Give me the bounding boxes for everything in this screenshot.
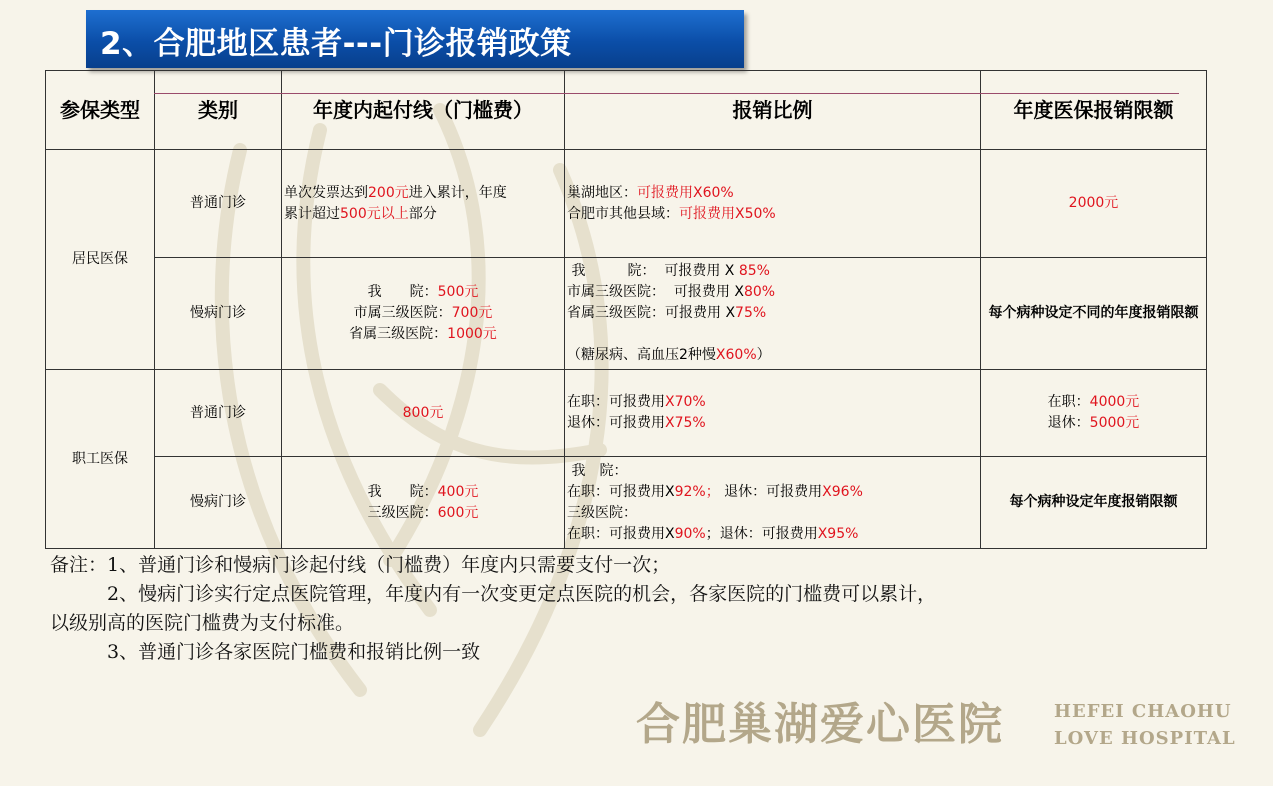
title-banner (86, 10, 744, 68)
cell-text (567, 326, 571, 342)
insurance-type-cell: 居民医保 (46, 150, 155, 370)
header-insurance-type: 参保类型 (46, 71, 155, 150)
highlight-text: 80% (743, 284, 776, 300)
table-row (46, 150, 1207, 258)
cell-line (567, 345, 978, 366)
note-line: 备注：1、普通门诊和慢病门诊起付线（门槛费）年度内只需要支付一次； (50, 554, 671, 576)
cell-text: 市属三级医院： 可报费用 X (567, 284, 744, 300)
cell-line (284, 503, 562, 524)
highlight-text: 92%； (674, 483, 720, 500)
limit-cell (981, 370, 1207, 457)
cell-line (567, 482, 978, 503)
cell-line (567, 503, 978, 524)
cell-line (567, 461, 978, 482)
cell-line (983, 413, 1204, 434)
highlight-text: X60% (715, 347, 757, 363)
category-cell: 慢病门诊 (155, 258, 282, 370)
cell-text: 合肥市其他县域： (567, 205, 679, 222)
cell-line (284, 403, 562, 424)
cell-line (284, 204, 562, 225)
highlight-text: 400元 (437, 483, 479, 500)
cell-text: 我 院： 可报费用 X (567, 263, 739, 279)
cell-text: 我 院： (567, 462, 628, 479)
cell-line (567, 261, 978, 282)
highlight-text: 5000元 (1089, 415, 1140, 431)
header-threshold: 年度内起付线（门槛费） (282, 71, 565, 150)
cell-line (567, 282, 978, 303)
table-row (46, 370, 1207, 457)
highlight-text: X96% (822, 483, 863, 500)
highlight-text: 2000元 (1068, 195, 1119, 211)
limit-cell: 每个病种设定年度报销限额 (981, 457, 1207, 549)
cell-line (567, 183, 978, 204)
cell-text: 部分 (408, 205, 437, 222)
cell-text: 累计超过 (284, 205, 340, 222)
cell-text: 退休：可报费用 (567, 415, 665, 431)
cell-text: 单次发票达到 (284, 184, 368, 201)
table-row (46, 258, 1207, 370)
cell-text: 在职： (1047, 394, 1090, 410)
cell-text: （糖尿病、高血压2种慢 (567, 347, 716, 363)
ratio-cell (565, 370, 981, 457)
cell-text: 退休：可报费用 (719, 483, 823, 500)
cell-line (284, 324, 562, 345)
cell-text: 在职：可报费用X (567, 483, 675, 500)
highlight-text: X95% (817, 525, 859, 542)
threshold-cell (282, 457, 565, 549)
cell-text: 省属三级医院：可报费用 X (567, 305, 736, 321)
note-line: 2、慢病门诊实行定点医院管理，年度内有一次变更定点医院的机会，各家医院的门槛费可以累计， (50, 583, 937, 605)
limit-cell: 每个病种设定不同的年度报销限额 (981, 258, 1207, 370)
cell-text: 退休： (1047, 415, 1090, 431)
logo-english-line: LOVE HOSPITAL (1054, 728, 1236, 749)
ratio-cell (565, 258, 981, 370)
highlight-text: X70% (665, 394, 706, 410)
category-cell: 普通门诊 (155, 150, 282, 258)
note-line: 以级别高的医院门槛费为支付标准。 (50, 612, 355, 634)
header-ratio: 报销比例 (565, 71, 981, 150)
category-cell: 慢病门诊 (155, 457, 282, 549)
ratio-cell (565, 150, 981, 258)
cell-line (983, 193, 1204, 214)
threshold-cell (282, 258, 565, 370)
highlight-text: 500元 (437, 284, 479, 300)
table-row (46, 457, 1207, 549)
header-limit: 年度医保报销限额 (981, 71, 1207, 150)
threshold-cell (282, 370, 565, 457)
cell-text: ） (756, 347, 771, 363)
cell-line (284, 282, 562, 303)
cell-text: 进入累计，年度 (408, 184, 507, 201)
highlight-text: 可报费用X50% (679, 205, 776, 222)
highlight-text: 200元 (368, 184, 409, 201)
note-line: 3、普通门诊各家医院门槛费和报销比例一致 (50, 641, 481, 663)
page-title: 2、合肥地区患者---门诊报销政策 (100, 26, 572, 62)
highlight-text: 90% (674, 525, 706, 542)
cell-text: 巢湖地区： (567, 184, 637, 201)
highlight-text: 800元 (402, 404, 444, 421)
highlight-text: 4000元 (1089, 394, 1140, 410)
cell-line (567, 303, 978, 324)
category-cell: 普通门诊 (155, 370, 282, 457)
notes-section (50, 551, 1250, 667)
cell-line (567, 524, 978, 545)
header-divider-line (154, 93, 1179, 94)
hospital-logo-english (1054, 698, 1236, 752)
highlight-text: 600元 (437, 504, 479, 521)
highlight-text: 1000元 (447, 326, 497, 342)
header-category: 类别 (155, 71, 282, 150)
cell-text: 在职：可报费用X (567, 525, 675, 542)
highlight-text: 700元 (451, 305, 493, 321)
cell-text: 我 院： (367, 284, 438, 300)
cell-line (567, 324, 978, 345)
cell-text: 市属三级医院： (353, 305, 452, 321)
policy-table (45, 70, 1207, 549)
cell-text: ；退休：可报费用 (705, 525, 818, 542)
insurance-type-cell: 职工医保 (46, 370, 155, 549)
highlight-text: 500元以上 (340, 205, 409, 222)
cell-line (284, 482, 562, 503)
cell-line (567, 204, 978, 225)
cell-text: 三级医院： (367, 504, 438, 521)
cell-line (284, 303, 562, 324)
threshold-cell (282, 150, 565, 258)
cell-text: 省属三级医院： (349, 326, 448, 342)
highlight-text: 85% (738, 263, 770, 279)
cell-line (567, 392, 978, 413)
hospital-logo-chinese: 合肥巢湖爱心医院 (636, 699, 1004, 750)
limit-cell (981, 150, 1207, 258)
logo-english-line: HEFEI CHAOHU (1054, 701, 1232, 722)
cell-line (983, 392, 1204, 413)
ratio-cell (565, 457, 981, 549)
highlight-text: X75% (665, 415, 706, 431)
cell-text: 三级医院： (567, 504, 637, 521)
highlight-text: 75% (735, 305, 767, 321)
cell-text: 在职：可报费用 (567, 394, 665, 410)
table-header-row (46, 71, 1207, 150)
highlight-text: 可报费用X60% (637, 184, 734, 201)
cell-line (284, 183, 562, 204)
cell-text: 我 院： (367, 483, 438, 500)
cell-line (567, 413, 978, 434)
